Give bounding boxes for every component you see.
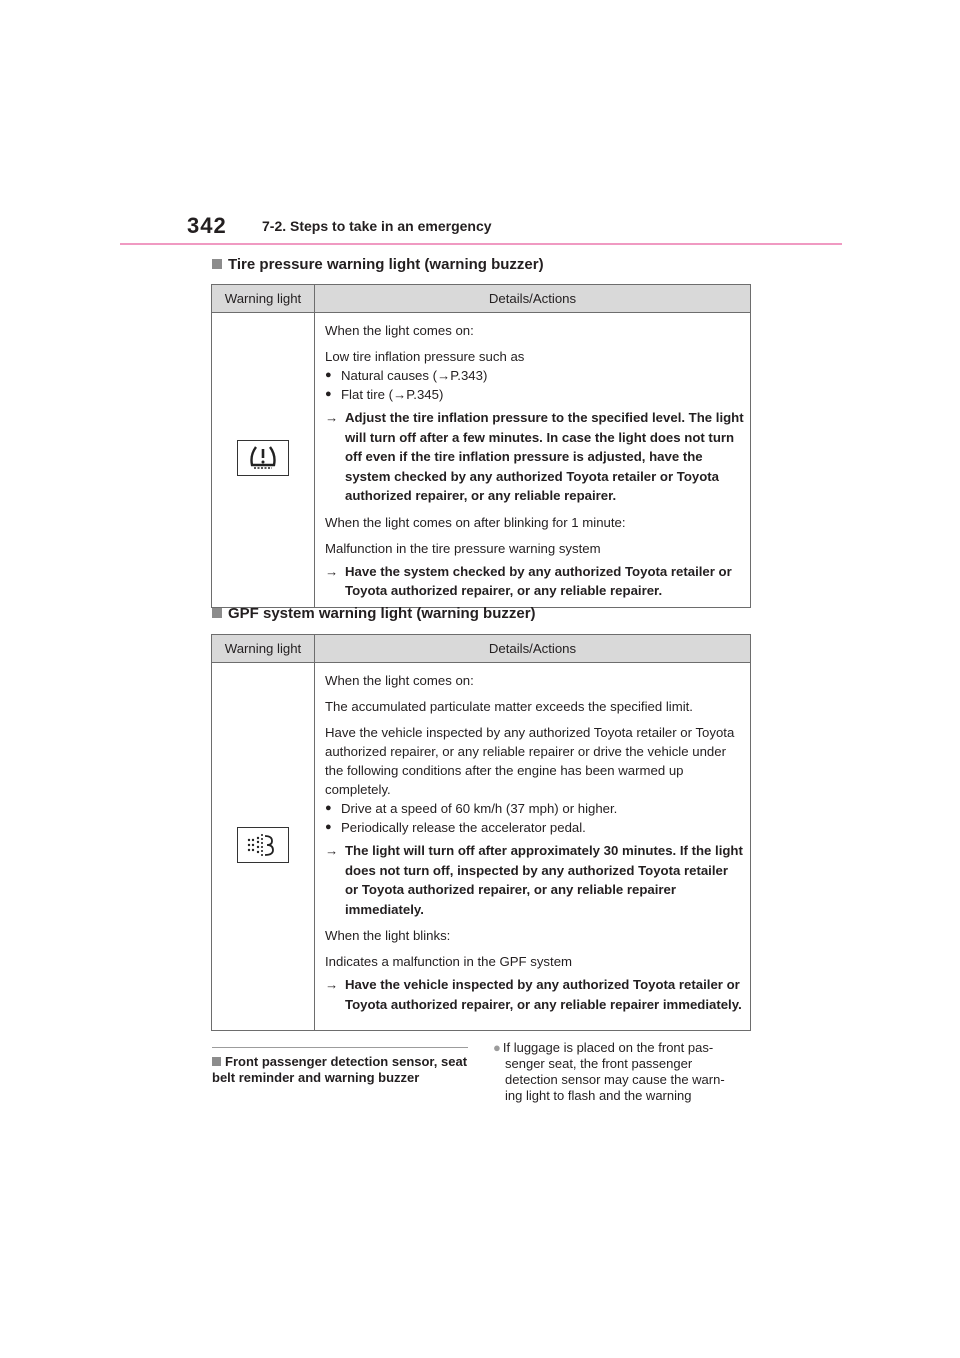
table-header-row bbox=[212, 635, 751, 663]
table-header-row bbox=[212, 285, 751, 313]
section-title-tire-pressure bbox=[212, 256, 544, 273]
bullet-item: ● Flat tire (→P.345) bbox=[325, 385, 744, 404]
col-warning-light: Warning light bbox=[212, 635, 315, 663]
detail-text: When the light comes on after blinking for 1 minute: bbox=[325, 514, 626, 530]
tire-pressure-table bbox=[211, 284, 751, 608]
detail-text: When the light comes on: bbox=[325, 323, 474, 338]
section-title-text: Tire pressure warning light (warning buzzer) bbox=[228, 256, 544, 273]
gpf-system-warning-icon bbox=[237, 827, 289, 863]
note-title-text: Front passenger detection sensor, seat belt reminder and warning buzzer bbox=[212, 1054, 468, 1085]
note-body bbox=[493, 1040, 753, 1104]
action-text: The light will turn off after approximately 30 minutes. If the light does not turn off, inspected by any authorized Toyota retailer or Toyota authorized repairer, or any reliable repairer immediately. bbox=[345, 843, 743, 917]
col-details-actions: Details/Actions bbox=[315, 635, 751, 663]
action-text: Have the system checked by any authorized Toyota retailer or Toyota authorized repairer, or any reliable repairer. bbox=[345, 563, 732, 598]
arrow-icon: → bbox=[325, 843, 339, 858]
page-number: 342 bbox=[187, 213, 227, 238]
header-divider bbox=[120, 243, 842, 245]
note-line: senger seat, the front passenger bbox=[505, 1056, 693, 1071]
arrow-icon: → bbox=[325, 563, 339, 579]
action-item bbox=[325, 975, 744, 1014]
bullet-icon: ● bbox=[493, 1040, 501, 1055]
detail-text: Low tire inflation pressure such as bbox=[325, 349, 525, 364]
note-line bbox=[493, 1040, 753, 1056]
table-row bbox=[212, 313, 751, 608]
icon-cell bbox=[212, 313, 315, 608]
note-divider bbox=[212, 1047, 468, 1048]
section-marker bbox=[212, 608, 222, 618]
detail-text: When the light comes on: bbox=[325, 673, 474, 688]
action-item bbox=[325, 408, 744, 506]
detail-text: Indicates a malfunction in the GPF system bbox=[325, 954, 573, 969]
action-item bbox=[325, 841, 744, 919]
chapter-title: 7-2. Steps to take in an emergency bbox=[262, 218, 492, 234]
note-line: detection sensor may cause the warn- bbox=[505, 1072, 725, 1087]
action-item bbox=[325, 562, 744, 601]
section-title-gpf bbox=[212, 605, 536, 622]
section-marker bbox=[212, 259, 222, 269]
section-title-text: GPF system warning light (warning buzzer) bbox=[228, 605, 536, 622]
note-title bbox=[212, 1054, 472, 1086]
arrow-icon: → bbox=[325, 410, 339, 425]
arrow-icon: → bbox=[325, 977, 339, 992]
detail-text: Have the vehicle inspected by any authorized Toyota retailer or Toyota authorized repairer, or any reliable repairer or drive the vehicle under the following conditions after the engine has been warmed up completely. bbox=[325, 725, 735, 797]
gpf-table bbox=[211, 634, 751, 1031]
table-row bbox=[212, 663, 751, 1031]
col-details-actions: Details/Actions bbox=[315, 285, 751, 313]
note-line: ing light to flash and the warning bbox=[505, 1088, 692, 1103]
details-cell bbox=[315, 663, 751, 1031]
action-text: Have the vehicle inspected by any authorized Toyota retailer or Toyota authorized repairer, or any reliable repairer immediately. bbox=[345, 977, 742, 1012]
tire-pressure-warning-icon bbox=[237, 440, 289, 476]
note-text: If luggage is placed on the front pas- bbox=[502, 1040, 714, 1055]
details-cell bbox=[315, 313, 751, 608]
icon-cell bbox=[212, 663, 315, 1031]
action-text: Adjust the tire inflation pressure to the specified level. The light will turn off after a few minutes. In case the light does not turn off even if the tire inflation pressure is adjusted, have the system checked by any authorized Toyota retailer or Toyota authorized repairer, or any reliable repairer. bbox=[345, 410, 744, 503]
bullet-item: ● Natural causes (→P.343) bbox=[325, 366, 744, 385]
detail-text: The accumulated particulate matter exceeds the specified limit. bbox=[325, 699, 693, 714]
bullet-item: ● Drive at a speed of 60 km/h (37 mph) or higher. bbox=[325, 799, 744, 818]
detail-text: Malfunction in the tire pressure warning system bbox=[325, 540, 601, 556]
detail-text: When the light blinks: bbox=[325, 928, 451, 943]
section-marker bbox=[212, 1057, 221, 1066]
col-warning-light: Warning light bbox=[212, 285, 315, 313]
bullet-item: ● Periodically release the accelerator pedal. bbox=[325, 818, 744, 837]
